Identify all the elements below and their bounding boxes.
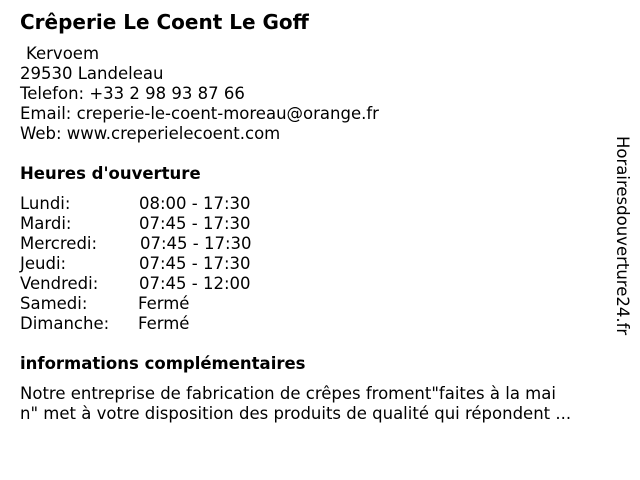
opening-hours-table (20, 194, 420, 334)
day-label: Jeudi: (20, 254, 67, 273)
description-line: n" met à votre disposition des produits de qualité qui répondent ... (20, 404, 572, 423)
info-heading: informations complémentaires (20, 354, 306, 373)
day-label: Mercredi: (20, 234, 98, 253)
hours-row-sunday (20, 314, 420, 334)
hours-row-tuesday (20, 214, 420, 234)
day-label: Lundi: (20, 194, 71, 213)
website: Web: www.creperielecoent.com (20, 124, 281, 143)
site-watermark: Horairesdouverture24.fr (613, 136, 632, 336)
hours-row-friday (20, 274, 420, 294)
day-label: Dimanche: (20, 314, 110, 333)
page-title: Crêperie Le Coent Le Goff (20, 10, 309, 34)
hours-row-thursday (20, 254, 420, 274)
day-label: Vendredi: (20, 274, 99, 293)
description (20, 384, 610, 424)
time-value: 07:45 - 12:00 (139, 274, 251, 293)
description-line: Notre entreprise de fabrication de crêpes froment"faites à la mai (20, 384, 556, 403)
time-value: 07:45 - 17:30 (139, 214, 251, 233)
time-value: 07:45 - 17:30 (139, 254, 251, 273)
time-value: 08:00 - 17:30 (139, 194, 251, 213)
city: 29530 Landeleau (20, 64, 164, 83)
time-value: 07:45 - 17:30 (140, 234, 252, 253)
time-value: Fermé (138, 294, 190, 313)
phone: Telefon: +33 2 98 93 87 66 (20, 84, 245, 103)
day-label: Samedi: (20, 294, 88, 313)
hours-row-monday (20, 194, 420, 214)
day-label: Mardi: (20, 214, 72, 233)
time-value: Fermé (138, 314, 190, 333)
address-block (20, 44, 379, 144)
hours-row-saturday (20, 294, 420, 314)
street: Kervoem (26, 44, 100, 63)
email: Email: creperie-le-coent-moreau@orange.fr (20, 104, 379, 123)
hours-row-wednesday (20, 234, 420, 254)
hours-heading: Heures d'ouverture (20, 164, 201, 183)
